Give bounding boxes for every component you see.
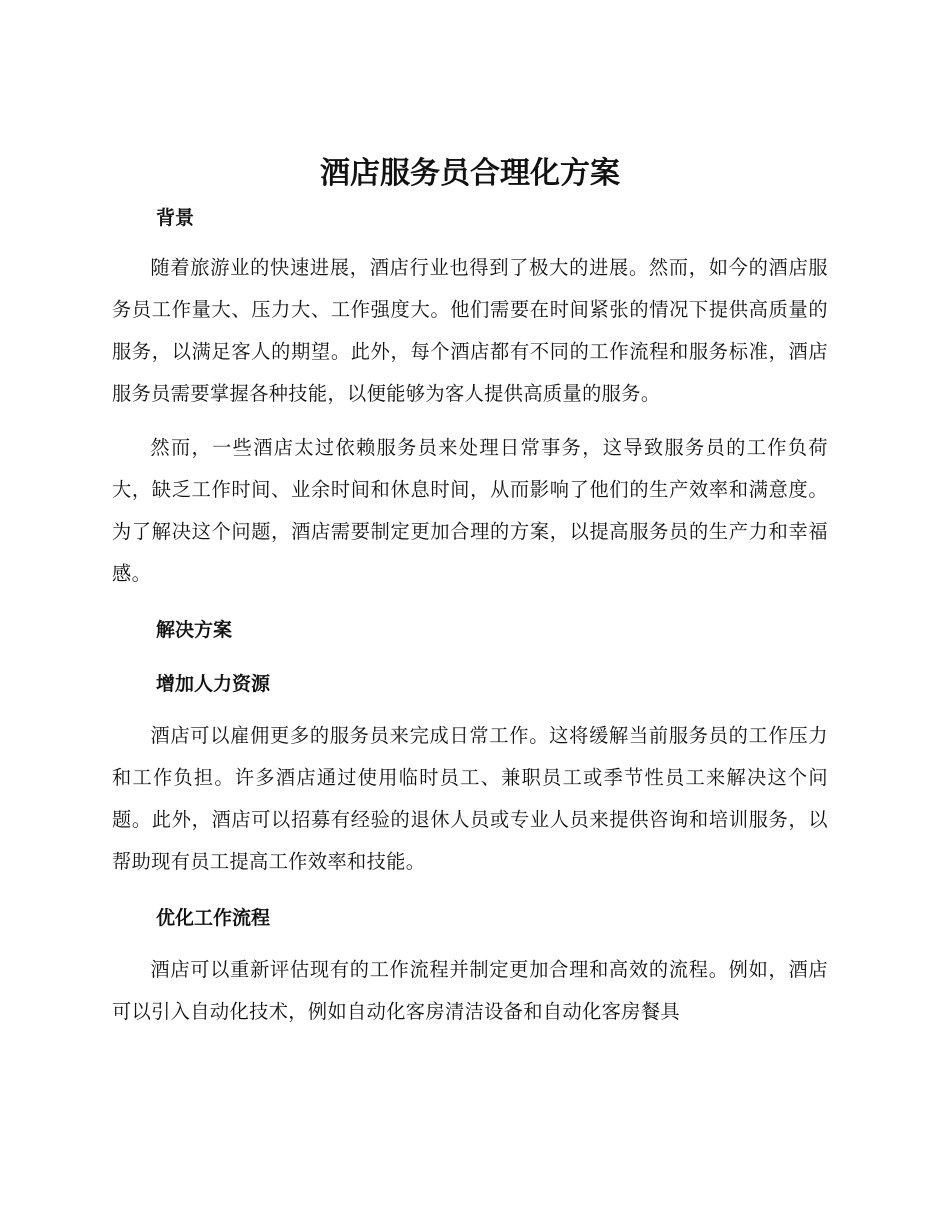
document-title: 酒店服务员合理化方案 [320,156,620,191]
paragraph-background-2: 然而，一些酒店太过依赖服务员来处理日常事务，这导致服务员的工作负荷大，缺乏工作时间、业余时间和休息时间，从而影响了他们的生产效率和满意度。为了解决这个问题，酒店需要制定更加合理的方案，以提高服务员的生产力和幸福感。 [112,436,828,585]
paragraph-background-1: 随着旅游业的快速进展，酒店行业也得到了极大的进展。然而，如今的酒店服务员工作量大、压力大、工作强度大。他们需要在时间紧张的情况下提供高质量的服务，以满足客人的期望。此外，每个酒店都有不同的工作流程和服务标准，酒店服务员需要掌握各种技能，以便能够为客人提供高质量的服务。 [112,256,828,405]
paragraph-optimize-workflow: 酒店可以重新评估现有的工作流程并制定更加合理和高效的流程。例如，酒店可以引入自动化技术，例如自动化客房清洁设备和自动化客房餐具 [112,958,828,1023]
heading-background: 背景 [156,207,195,229]
paragraph-increase-staff: 酒店可以雇佣更多的服务员来完成日常工作。这将缓解当前服务员的工作压力和工作负担。许多酒店通过使用临时员工、兼职员工或季节性员工来解决这个问题。此外，酒店可以招募有经验的退休人员或专业人员来提供咨询和培训服务，以帮助现有员工提高工作效率和技能。 [112,724,828,873]
heading-solution: 解决方案 [156,619,233,641]
heading-increase-staff: 增加人力资源 [156,673,271,695]
document-page [112,150,828,1045]
heading-optimize-workflow: 优化工作流程 [156,907,271,929]
